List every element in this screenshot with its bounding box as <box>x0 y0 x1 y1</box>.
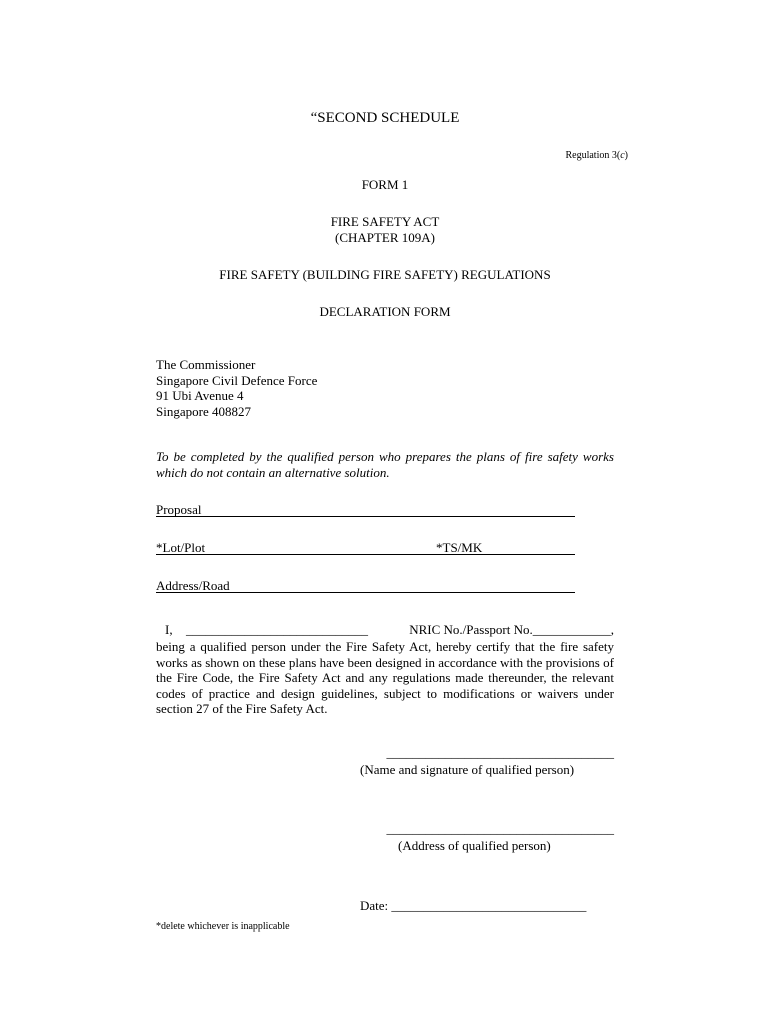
signature-caption: (Name and signature of qualified person) <box>360 762 575 777</box>
addressee-line: Singapore Civil Defence Force <box>156 372 318 388</box>
addressee-block <box>156 357 317 419</box>
lot-plot-label: *Lot/Plot <box>156 540 206 555</box>
form-number: FORM 1 <box>361 177 409 192</box>
date-field[interactable] <box>360 898 586 914</box>
instruction-text: To be completed by the qualified person who prepares the plans of fire safety works which do not contain an alternative solution. <box>156 449 614 480</box>
addressee-line: Singapore 408827 <box>156 403 251 419</box>
signature-line[interactable]: ___________________________________ <box>386 745 614 760</box>
proposal-label: Proposal <box>156 502 202 517</box>
qp-address-caption: (Address of qualified person) <box>398 838 551 853</box>
nric-passport-field[interactable]: NRIC No./Passport No.____________, <box>409 622 614 637</box>
ts-mk-label: *TS/MK <box>436 540 483 555</box>
act-name: FIRE SAFETY ACT <box>330 214 440 229</box>
ts-mk-field[interactable] <box>435 554 575 555</box>
declaration-i: I, <box>165 622 173 637</box>
addressee-line: The Commissioner <box>156 357 256 372</box>
address-road-field[interactable] <box>156 592 575 593</box>
footnote: *delete whichever is inapplicable <box>156 921 290 932</box>
qp-address-line[interactable]: ___________________________________ <box>386 821 614 836</box>
regulations-name: FIRE SAFETY (BUILDING FIRE SAFETY) REGULATIONS <box>219 267 551 282</box>
date-label: Date: <box>360 898 389 913</box>
act-chapter: (CHAPTER 109A) <box>334 230 436 245</box>
proposal-field[interactable] <box>156 516 575 517</box>
date-line[interactable]: ______________________________ <box>391 898 587 913</box>
lot-plot-field[interactable] <box>156 554 435 555</box>
address-road-label: Address/Road <box>156 578 230 593</box>
form-title: DECLARATION FORM <box>319 304 451 319</box>
regulation-reference: Regulation 3(c) <box>565 150 628 161</box>
declarant-name-field[interactable]: ____________________________ <box>186 622 368 637</box>
schedule-title: “SECOND SCHEDULE <box>310 110 460 126</box>
declaration-body: being a qualified person under the Fire Safety Act, hereby certify that the fire safety works as shown on these plans have been designed in accordance with the provisions of the Fire Code, the Fire Safety Act and any regulations made thereunder, the relevant codes of practice and design guidelines, subject to modifications or waivers under section 27 of the Fire Safety Act. <box>156 639 614 716</box>
addressee-line: 91 Ubi Avenue 4 <box>156 388 244 403</box>
